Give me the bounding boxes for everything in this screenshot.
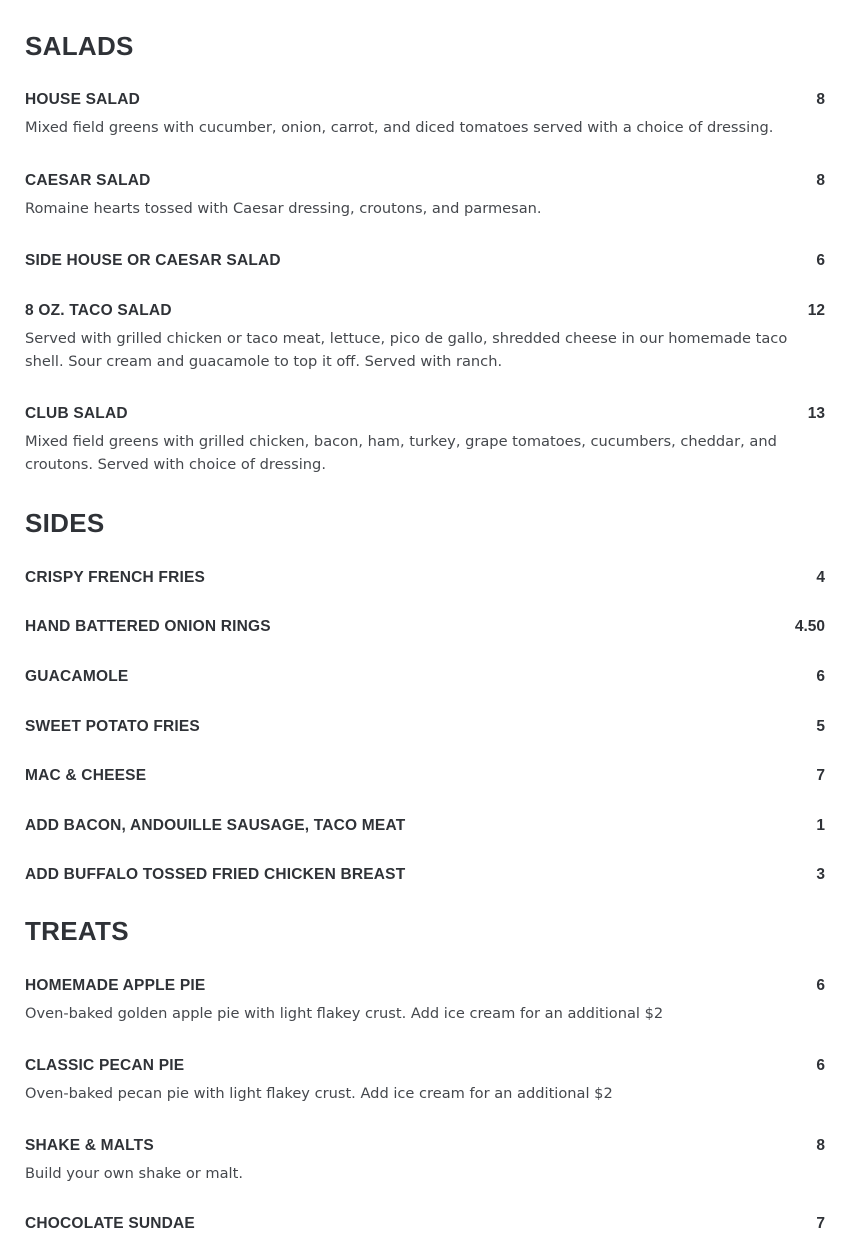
item-description: Oven-baked pecan pie with light flakey crust. Add ice cream for an additional $2 — [25, 1085, 613, 1102]
menu-item-add-meat — [25, 816, 825, 836]
menu-item-chocolate-sundae — [25, 1214, 825, 1234]
item-price: 6 — [816, 1057, 825, 1074]
item-name: HOMEMADE APPLE PIE — [25, 977, 206, 994]
item-price: 7 — [816, 767, 825, 784]
item-price: 1 — [816, 817, 825, 834]
menu-item-side-salad — [25, 251, 825, 271]
item-price: 7 — [816, 1215, 825, 1232]
item-price: 13 — [807, 405, 825, 422]
item-description: Mixed field greens with cucumber, onion, carrot, and diced tomatoes served with a choice of dressing. — [25, 119, 774, 136]
menu-item-french-fries — [25, 568, 825, 588]
item-description: Served with grilled chicken or taco meat, lettuce, pico de gallo, shredded cheese in our homemade taco shell. Sour cream and guacamole to top it off. Served with ranch. — [25, 330, 788, 370]
item-name: CRISPY FRENCH FRIES — [25, 569, 206, 586]
item-name: CLASSIC PECAN PIE — [25, 1057, 185, 1074]
item-name: MAC & CHEESE — [25, 767, 147, 784]
item-price: 8 — [816, 91, 825, 108]
item-name: HAND BATTERED ONION RINGS — [25, 618, 271, 635]
menu-item-shake-malts — [25, 1136, 825, 1186]
section-title-salads: SALADS — [25, 31, 134, 61]
item-name: ADD BACON, ANDOUILLE SAUSAGE, TACO MEAT — [25, 817, 406, 834]
menu-item-sweet-potato-fries — [25, 717, 825, 737]
item-name: SWEET POTATO FRIES — [25, 718, 200, 735]
item-name: SIDE HOUSE OR CAESAR SALAD — [25, 252, 281, 269]
item-price: 8 — [816, 1137, 825, 1154]
menu-item-apple-pie — [25, 976, 825, 1026]
item-name: SHAKE & MALTS — [25, 1137, 154, 1154]
item-price: 6 — [816, 252, 825, 269]
item-price: 6 — [816, 977, 825, 994]
item-price: 4 — [816, 569, 825, 586]
item-name: ADD BUFFALO TOSSED FRIED CHICKEN BREAST — [25, 866, 406, 883]
item-description: Build your own shake or malt. — [25, 1165, 243, 1182]
item-description: Mixed field greens with grilled chicken, bacon, ham, turkey, grape tomatoes, cucumbers, cheddar, and croutons. Served with choice of dressing. — [25, 433, 777, 473]
item-price: 12 — [807, 302, 825, 319]
item-description: Romaine hearts tossed with Caesar dressing, croutons, and parmesan. — [25, 200, 542, 217]
menu-item-add-chicken — [25, 865, 825, 885]
item-price: 6 — [816, 668, 825, 685]
menu-item-guacamole — [25, 667, 825, 687]
menu-item-onion-rings — [25, 617, 825, 637]
section-title-sides: SIDES — [25, 508, 105, 538]
menu-item-taco-salad — [25, 301, 825, 373]
section-title-treats: TREATS — [25, 916, 129, 946]
item-price: 4.50 — [794, 618, 825, 635]
menu-item-mac-and-cheese — [25, 766, 825, 786]
item-name: CLUB SALAD — [25, 405, 128, 422]
menu-item-caesar-salad — [25, 171, 825, 221]
item-name: GUACAMOLE — [25, 668, 129, 685]
item-name: CHOCOLATE SUNDAE — [25, 1215, 195, 1232]
item-price: 5 — [816, 718, 825, 735]
menu-item-club-salad — [25, 404, 825, 476]
item-price: 3 — [816, 866, 825, 883]
item-name: HOUSE SALAD — [25, 91, 141, 108]
item-price: 8 — [816, 172, 825, 189]
item-description: Oven-baked golden apple pie with light flakey crust. Add ice cream for an additional $2 — [25, 1005, 664, 1022]
menu-item-pecan-pie — [25, 1056, 825, 1106]
item-name: CAESAR SALAD — [25, 172, 151, 189]
item-name: 8 OZ. TACO SALAD — [25, 302, 172, 319]
menu-item-house-salad — [25, 90, 825, 140]
